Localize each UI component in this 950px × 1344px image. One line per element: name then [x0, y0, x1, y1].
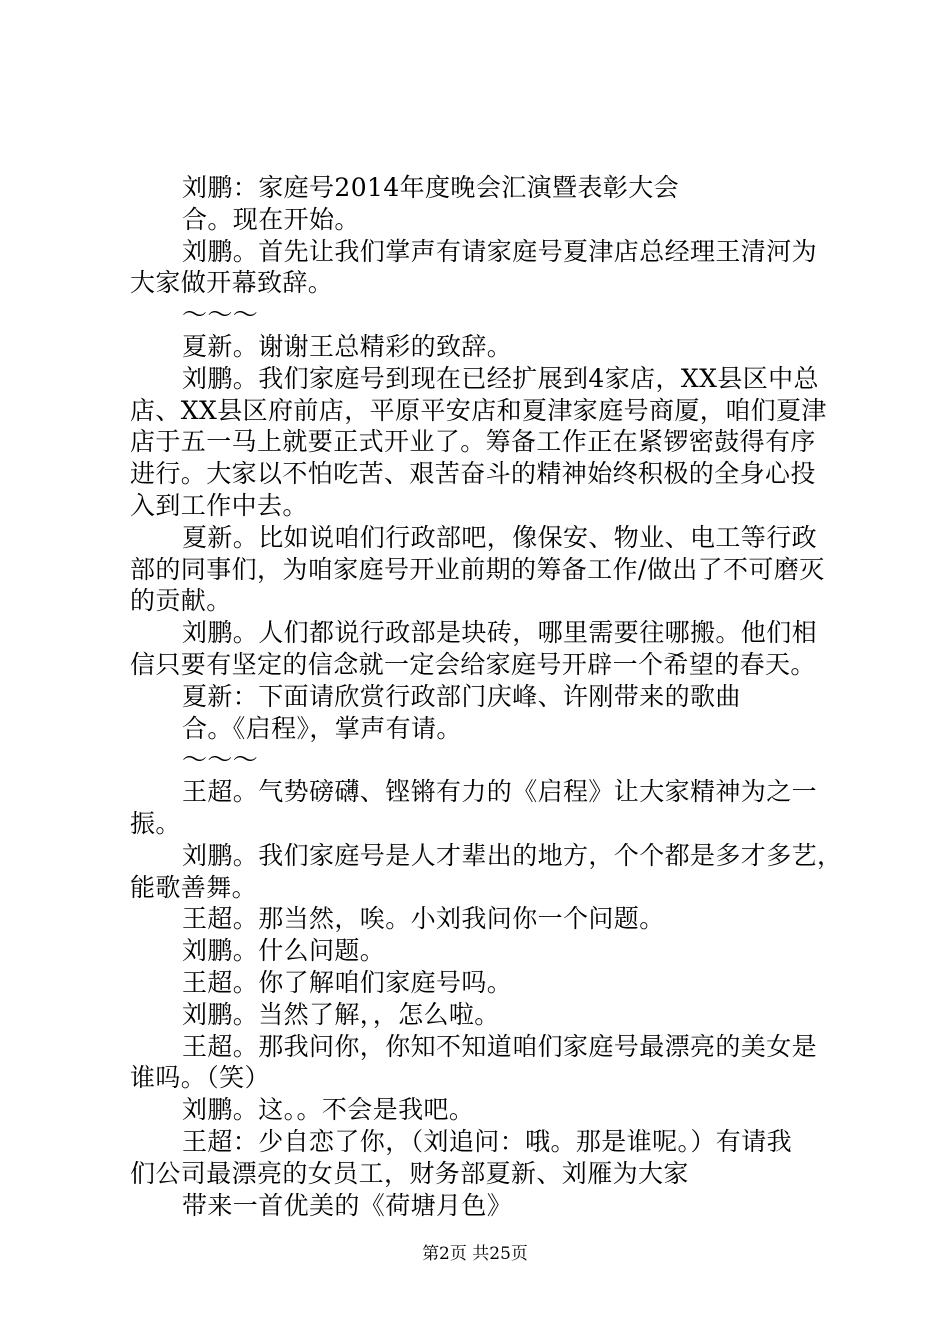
text-line: 王超。你了解咱们家庭号吗。 [182, 967, 513, 997]
text-line: 能歌善舞。 [130, 872, 258, 902]
page-footer: 第2页 共25页 [422, 1244, 528, 1264]
text-line: ～～～ [182, 745, 259, 775]
text-line: 带来一首优美的《荷塘月色》 [182, 1190, 513, 1220]
text-line: 部的同事们，为咱家庭号开业前期的筹备工作/做出了不可磨灭 [130, 554, 825, 584]
text-line: 王超。气势磅礴、铿锵有力的《启程》让大家精神为之一 [182, 777, 818, 807]
text-line: 店、XX县区府前店，平原平安店和夏津家庭号商厦，咱们夏津 [130, 395, 827, 425]
text-line: 店于五一马上就要正式开业了。筹备工作正在紧锣密鼓得有序 [130, 427, 816, 457]
text-line: 夏新。比如说咱们行政部吧，像保安、物业、电工等行政 [182, 522, 818, 552]
text-line: 刘鹏。我们家庭号到现在已经扩展到4家店，XX县区中总 [182, 363, 819, 393]
text-line: 夏新：下面请欣赏行政部门庆峰、许刚带来的歌曲 [182, 681, 741, 711]
text-line: 夏新。谢谢王总精彩的致辞。 [182, 331, 513, 361]
text-line: 刘鹏。我们家庭号是人才辈出的地方，个个都是多才多艺， [182, 840, 843, 870]
text-line: 刘鹏。这。。不会是我吧。 [182, 1095, 475, 1125]
text-line: 刘鹏。首先让我们掌声有请家庭号夏津店总经理王清河为 [182, 236, 818, 266]
text-line: 王超。那我问你，你知不知道咱们家庭号最漂亮的美女是 [182, 1031, 818, 1061]
text-line: 入到工作中去。 [130, 490, 308, 520]
text-line: 大家做开幕致辞。 [130, 268, 334, 298]
text-line: 信只要有坚定的信念就一定会给家庭号开辟一个希望的春天。 [130, 649, 816, 679]
text-line: 谁吗。（笑） [130, 1063, 270, 1093]
text-line: 振。 [130, 808, 181, 838]
text-line: 的贡献。 [130, 586, 232, 616]
text-line: 合。现在开始。 [182, 204, 360, 234]
text-line: 刘鹏。人们都说行政部是块砖，哪里需要往哪搬。他们相 [182, 618, 818, 648]
text-line: 们公司最漂亮的女员工，财务部夏新、刘雁为大家 [130, 1158, 689, 1188]
text-line: 刘鹏。当然了解，，怎么啦。 [182, 999, 500, 1029]
text-line: 合。《启程》，掌声有请。 [182, 713, 462, 743]
text-line: 王超：少自恋了你，（刘追问：哦。那是谁呢。）有请我 [182, 1126, 793, 1156]
text-line: 王超。那当然，唉。小刘我问你一个问题。 [182, 904, 665, 934]
text-line: 进行。大家以不怕吃苦、艰苦奋斗的精神始终积极的全身心投 [130, 459, 816, 489]
text-line: 刘鹏：家庭号2014年度晚会汇演暨表彰大会 [182, 173, 680, 202]
document-body [130, 172, 843, 1221]
text-line: ～～～ [182, 300, 259, 330]
text-line: 刘鹏。什么问题。 [182, 936, 386, 966]
